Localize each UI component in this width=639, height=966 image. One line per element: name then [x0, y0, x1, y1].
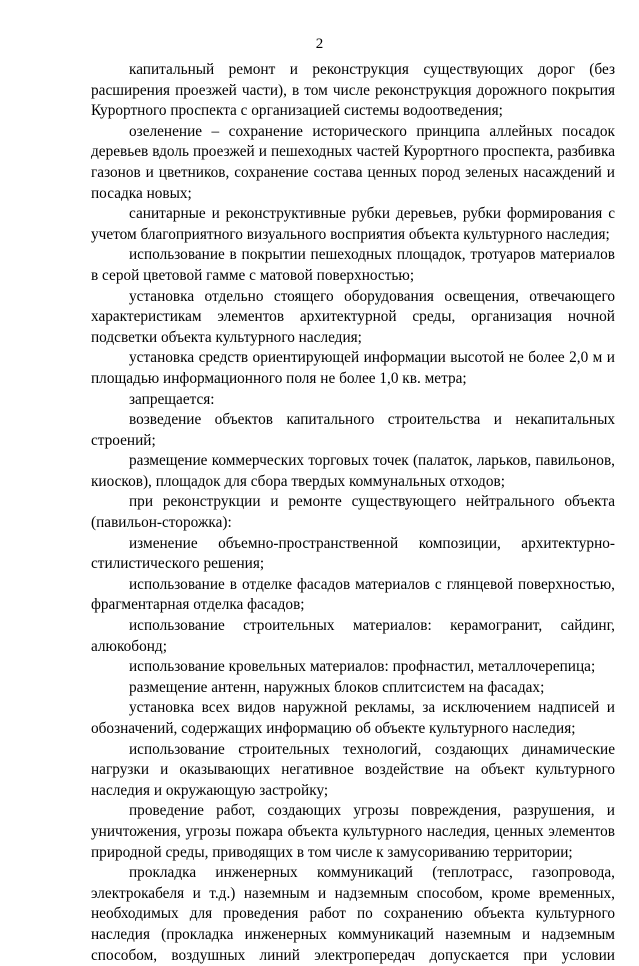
paragraph: озеленение – сохранение исторического принципа аллейных посадок деревьев вдоль проезжей и пешеходных частей Курортного проспекта, разбивка газонов и цветников, сохранение состава ценных пород зеленых насаждений и посадка новых;	[91, 122, 615, 202]
paragraph: использование кровельных материалов: профнастил, металлочерепица;	[129, 658, 596, 676]
paragraph: размещение коммерческих торговых точек (палаток, ларьков, павильонов, киосков), площадок для сбора твердых коммунальных отходов;	[91, 452, 615, 490]
paragraph: изменение объемно-пространственной композиции, архитектурно-стилистического решения;	[91, 534, 615, 573]
paragraph: использование строительных материалов: керамогранит, сайдинг, алюкобонд;	[91, 617, 615, 655]
paragraph: использование в покрытии пешеходных площадок, тротуаров материалов в серой цветовой гамме с матовой поверхностью;	[91, 246, 615, 284]
paragraph: размещение антенн, наружных блоков сплитсистем на фасадах;	[129, 678, 545, 696]
paragraph: при реконструкции и ремонте существующего нейтрального объекта (павильон-сторожка):	[91, 493, 615, 532]
paragraph: проведение работ, создающих угрозы повреждения, разрушения, и уничтожения, угрозы пожара объекта культурного наследия, ценных элементов природной среды, приводящих в том числе к замусориванию территории;	[91, 802, 615, 861]
paragraph-continued: прокладка инженерных коммуникаций (теплотрасс, газопровода, электрокабеля и т.д.) наземным и надземным способом, кроме временных, необходимых для проведения работ по сохранению объекта культурного наследия (прокладка инженерных коммуникаций наземным и надземным способом, воздушных линий электропередач допускается при условии	[91, 864, 615, 964]
paragraph-heading: запрещается:	[129, 390, 215, 408]
paragraph: капитальный ремонт и реконструкция существующих дорог (без расширения проезжей части), в том числе реконструкция дорожного покрытия Курортного проспекта с организацией системы водоотведения;	[91, 61, 615, 120]
page-number: 2	[315, 36, 324, 52]
paragraph: санитарные и реконструктивные рубки деревьев, рубки формирования с учетом благоприятного визуального восприятия объекта культурного наследия;	[91, 205, 615, 243]
document-body	[91, 60, 615, 966]
paragraph: возведение объектов капитального строительства и некапитальных строений;	[91, 411, 615, 449]
paragraph: установка всех видов наружной рекламы, за исключением надписей и обозначений, содержащих информацию об объекте культурного наследия;	[91, 699, 615, 737]
paragraph: использование строительных технологий, создающих динамические нагрузки и оказывающих негативное воздействие на объект культурного наследия и окружающую застройку;	[91, 740, 615, 799]
paragraph: установка отдельно стоящего оборудования освещения, отвечающего характеристикам элементов архитектурной среды, организация ночной подсветки объекта культурного наследия;	[91, 287, 615, 346]
paragraph: использование в отделке фасадов материалов с глянцевой поверхностью, фрагментарная отделка фасадов;	[91, 575, 615, 614]
paragraph: установка средств ориентирующей информации высотой не более 2,0 м и площадью информационного поля не более 1,0 кв. метра;	[91, 349, 615, 387]
